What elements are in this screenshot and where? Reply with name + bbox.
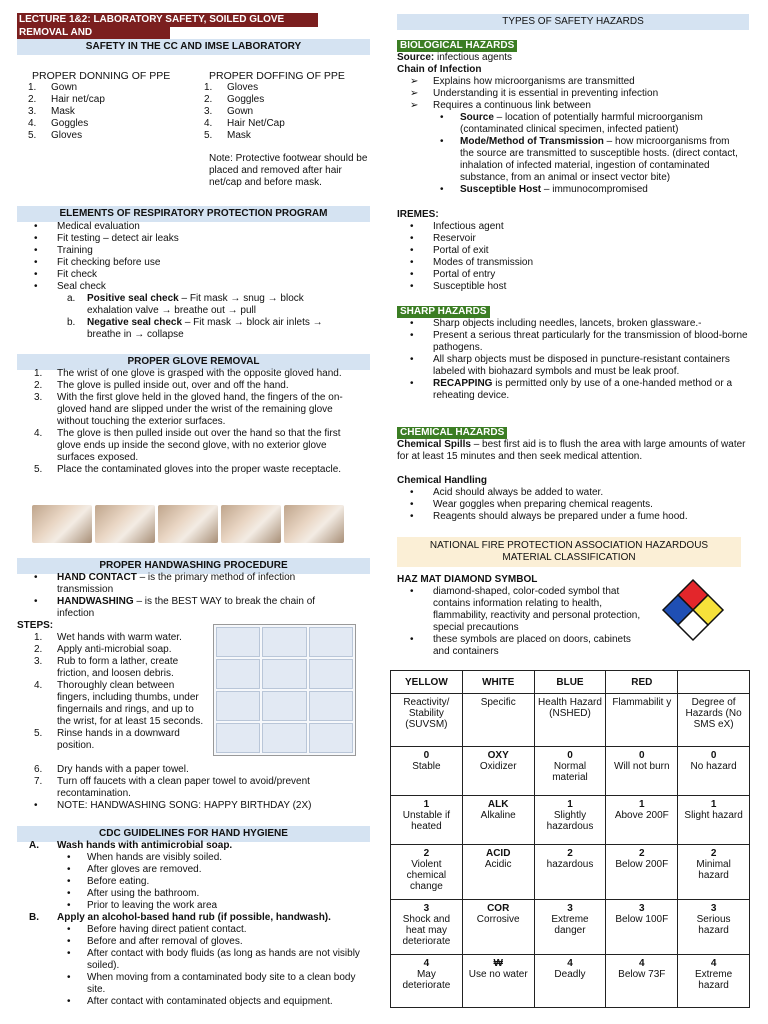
respiratory-item: • Fit checking before use <box>34 257 161 268</box>
table-cell: 0 No hazard <box>678 747 750 796</box>
sharp-item: • Present a serious threat particularly for the transmission of blood-borne pathogens. <box>410 330 748 353</box>
table-cell: 2 Minimal hazard <box>678 845 750 900</box>
list-marker: • <box>410 233 414 244</box>
list-marker: • <box>67 876 71 887</box>
cdc-b-item: • Before and after removal of gloves. <box>67 936 243 947</box>
table-cell: 4 Extreme hazard <box>678 955 750 1008</box>
bio-tag: BIOLOGICAL HAZARDS <box>397 40 517 52</box>
list-marker: • <box>34 233 38 244</box>
doffing-item: 4. Hair Net/Cap <box>204 118 285 129</box>
cdc-b-list <box>17 924 362 1008</box>
song-note-list <box>17 800 362 812</box>
table-cell: OXY Oxidizer <box>462 747 534 796</box>
table-cell: 1 Slight hazard <box>678 796 750 845</box>
list-marker: 6. <box>34 764 43 775</box>
respiratory-list <box>17 221 362 293</box>
table-header-cell: YELLOW <box>391 671 463 694</box>
table-cell: 3 Shock and heat may deteriorate <box>391 900 463 955</box>
chem-item: • Wear goggles when preparing chemical reagents. <box>410 499 653 510</box>
list-marker: b. <box>67 317 76 328</box>
chain-item: ➢ Understanding it is essential in preventing infection <box>410 88 659 99</box>
list-marker: • <box>67 972 71 983</box>
table-row <box>391 900 750 955</box>
glove-removal-photos <box>32 505 344 543</box>
nfpa-table <box>390 670 750 1008</box>
glove-photo-4 <box>221 505 281 543</box>
list-marker: 3. <box>34 392 43 403</box>
song-note: • NOTE: HANDWASHING SONG: HAPPY BIRTHDAY (2X) <box>34 800 312 811</box>
table-cell: Health Hazard (NSHED) <box>534 694 606 747</box>
table-row <box>391 694 750 747</box>
doffing-item: 3. Gown <box>204 106 254 117</box>
list-marker: ➢ <box>410 88 419 99</box>
handwashing-step: 2. Apply anti-microbial soap. <box>34 644 172 655</box>
table-cell: 4 Below 73F <box>606 955 678 1008</box>
table-cell: Reactivity/ Stability (SUVSM) <box>391 694 463 747</box>
chem-spill: Chemical Spills – best first aid is to flush the area with large amounts of water for at least 15 minutes and then seek medical attention. <box>397 439 746 462</box>
respiratory-header: ELEMENTS OF RESPIRATORY PROTECTION PROGRAM <box>17 206 370 222</box>
table-cell: 4 May deteriorate <box>391 955 463 1008</box>
respiratory-item: • Medical evaluation <box>34 221 140 232</box>
chem-item: • Acid should always be added to water. <box>410 487 604 498</box>
table-cell: COR Corrosive <box>462 900 534 955</box>
handwashing-step: 6. Dry hands with a paper towel. <box>34 764 189 775</box>
hazmat-item: • diamond-shaped, color-coded symbol that contains information relating to health, flammability, reactivity and personal protection, special precautions <box>410 586 641 633</box>
list-marker: 4. <box>34 428 43 439</box>
seal-check-item: a. Positive seal check – Fit mask → snug → block exhalation valve → breathe out → pull <box>67 293 304 316</box>
table-row <box>391 796 750 845</box>
table-header-cell: RED <box>606 671 678 694</box>
glove-step: 1. The wrist of one glove is grasped with the opposite gloved hand. <box>34 368 342 379</box>
cdc-header: CDC GUIDELINES FOR HAND HYGIENE <box>17 826 370 842</box>
list-marker: 5. <box>204 130 213 141</box>
handwashing-diagram <box>213 624 356 756</box>
table-header-cell <box>678 671 750 694</box>
list-marker: 4. <box>34 680 43 691</box>
lecture-title-line1: LECTURE 1&2: LABORATORY SAFETY, SOILED GLOVE <box>17 13 318 27</box>
list-marker: • <box>34 257 38 268</box>
list-marker: • <box>67 948 71 959</box>
handwashing-step: 3. Rub to form a lather, create friction, and loosen debris. <box>34 656 179 679</box>
iremes-item: • Reservoir <box>410 233 476 244</box>
list-marker: 3. <box>28 106 37 117</box>
chain-list <box>393 76 738 112</box>
list-marker: ➢ <box>410 100 419 111</box>
chain-sub-item: • Mode/Method of Transmission – how microorganisms from the source are transmitted to susceptible hosts. (direct contact, inhalation of infected material, ingestion of contaminated substance, from an animal or insect vector bite) <box>440 136 738 183</box>
chain-label: Chain of Infection <box>397 64 482 75</box>
glove-photo-1 <box>32 505 92 543</box>
doffing-item: 1. Gloves <box>204 82 259 93</box>
chain-sub-item: • Susceptible Host – immunocompromised <box>440 184 648 195</box>
table-cell: 2 Violent chemical change <box>391 845 463 900</box>
donning-item: 1. Gown <box>28 82 78 93</box>
table-cell: 3 Extreme danger <box>534 900 606 955</box>
handwashing-bullets <box>17 572 347 620</box>
list-marker: • <box>440 184 444 195</box>
glove-step: 3. With the first glove held in the gloved hand, the fingers of the on-gloved hand are slipped under the wrist of the remaining glove without touching the exterior surfaces. <box>34 392 343 427</box>
glove-step: 4. The glove is then pulled inside out over the hand so that the first glove ends up inside the second glove, with no exterior glove surfaces exposed. <box>34 428 341 463</box>
list-marker: • <box>410 586 414 597</box>
safety-header: SAFETY IN THE CC AND IMSE LABORATORY <box>17 39 370 55</box>
table-row <box>391 747 750 796</box>
nfpa-header: NATIONAL FIRE PROTECTION ASSOCIATION HAZARDOUS MATERIAL CLASSIFICATION <box>397 537 741 567</box>
list-marker: • <box>440 136 444 147</box>
table-header-cell: BLUE <box>534 671 606 694</box>
cdc-a: A. Wash hands with antimicrobial soap. <box>29 840 233 851</box>
chain-item: ➢ Explains how microorganisms are transmitted <box>410 76 635 87</box>
list-marker: • <box>410 269 414 280</box>
list-marker: 2. <box>28 94 37 105</box>
chain-item: ➢ Requires a continuous link between <box>410 100 591 111</box>
list-marker: a. <box>67 293 76 304</box>
list-marker: • <box>410 245 414 256</box>
respiratory-item: • Training <box>34 245 93 256</box>
iremes-item: • Portal of exit <box>410 245 489 256</box>
table-cell: 1 Above 200F <box>606 796 678 845</box>
glove-removal-steps <box>17 368 362 476</box>
list-marker: 1. <box>34 632 43 643</box>
table-cell: 3 Serious hazard <box>678 900 750 955</box>
sharp-list <box>393 318 748 402</box>
table-header-row <box>391 671 750 694</box>
steps-label: STEPS: <box>17 620 54 631</box>
cdc-a-list <box>17 852 362 912</box>
cdc-b: B. Apply an alcohol-based hand rub (if possible, handwash). <box>29 912 331 923</box>
list-marker: 1. <box>28 82 37 93</box>
bio-source: Source: infectious agents <box>397 52 513 63</box>
list-marker: • <box>34 245 38 256</box>
chem-handling-label: Chemical Handling <box>397 475 488 486</box>
list-marker: 1. <box>34 368 43 379</box>
donning-list <box>11 82 202 142</box>
nfpa-diamond-icon <box>661 578 725 642</box>
list-marker: • <box>67 936 71 947</box>
donning-section <box>28 70 202 142</box>
handwashing-step: 7. Turn off faucets with a clean paper towel to avoid/prevent recontamination. <box>34 776 310 799</box>
handwashing-bullet: • HANDWASHING – is the BEST WAY to break the chain of infection <box>34 596 316 619</box>
list-marker: 5. <box>28 130 37 141</box>
table-cell: 0 Will not burn <box>606 747 678 796</box>
list-marker: • <box>410 487 414 498</box>
iremes-item: • Portal of entry <box>410 269 496 280</box>
table-header-cell: WHITE <box>462 671 534 694</box>
doffing-item: 5. Mask <box>204 130 251 141</box>
list-marker: 3. <box>34 656 43 667</box>
handwashing-header: PROPER HANDWASHING PROCEDURE <box>17 558 370 574</box>
donning-item: 2. Hair net/cap <box>28 94 105 105</box>
donning-item: 5. Gloves <box>28 130 83 141</box>
handwashing-step: 4. Thoroughly clean between fingers, including thumbs, under fingernails and rings, and up to the wrist, for at least 15 seconds. <box>34 680 204 727</box>
list-marker: • <box>34 572 38 583</box>
cdc-a-item: • After gloves are removed. <box>67 864 202 875</box>
list-marker: • <box>67 996 71 1007</box>
hazmat-label: HAZ MAT DIAMOND SYMBOL <box>397 574 538 585</box>
glove-step: 2. The glove is pulled inside out, over and off the hand. <box>34 380 289 391</box>
list-marker: 2. <box>204 94 213 105</box>
seal-check-item: b. Negative seal check – Fit mask → block air inlets → breathe in → collapse <box>67 317 323 340</box>
list-marker: 4. <box>204 118 213 129</box>
list-marker: ➢ <box>410 76 419 87</box>
list-marker: • <box>67 900 71 911</box>
table-cell: 4 Deadly <box>534 955 606 1008</box>
doffing-title: PROPER DOFFING OF PPE <box>209 70 345 82</box>
list-marker: • <box>67 864 71 875</box>
list-marker: • <box>410 257 414 268</box>
cdc-a-item: • Prior to leaving the work area <box>67 900 218 911</box>
list-marker: • <box>67 888 71 899</box>
handwashing-steps <box>17 632 207 752</box>
doffing-section <box>204 70 369 189</box>
list-marker: • <box>410 378 414 389</box>
lecture-title-line2: REMOVAL AND <box>17 26 170 52</box>
table-row <box>391 955 750 1008</box>
table-cell: Flammabilit y <box>606 694 678 747</box>
sharp-item: • RECAPPING is permitted only by use of a one-handed method or a reheating device. <box>410 378 733 401</box>
handwashing-steps-cont <box>17 764 362 800</box>
list-marker: 4. <box>28 118 37 129</box>
table-cell: 3 Below 100F <box>606 900 678 955</box>
list-marker: • <box>410 221 414 232</box>
sharp-tag: SHARP HAZARDS <box>397 306 490 318</box>
footwear-note: Note: Protective footwear should be placed and removed after hair net/cap and before mask. <box>209 153 368 188</box>
cdc-a-item: • When hands are visibly soiled. <box>67 852 223 863</box>
respiratory-item: • Fit testing – detect air leaks <box>34 233 179 244</box>
iremes-item: • Susceptible host <box>410 281 507 292</box>
cdc-b-item: • After contact with contaminated objects and equipment. <box>67 996 333 1007</box>
list-marker: • <box>410 354 414 365</box>
list-marker: 5. <box>34 464 43 475</box>
list-marker: • <box>410 634 414 645</box>
iremes-item: • Infectious agent <box>410 221 504 232</box>
glove-removal-header: PROPER GLOVE REMOVAL <box>17 354 370 370</box>
list-marker: • <box>67 924 71 935</box>
list-marker: 2. <box>34 644 43 655</box>
list-marker: • <box>410 511 414 522</box>
hazmat-item: • these symbols are placed on doors, cabinets and containers <box>410 634 631 657</box>
chem-list <box>393 487 748 523</box>
table-cell: 0 Stable <box>391 747 463 796</box>
handwashing-step: 5. Rinse hands in a downward position. <box>34 728 180 751</box>
list-marker: • <box>440 112 444 123</box>
table-row <box>391 845 750 900</box>
table-cell: 2 hazardous <box>534 845 606 900</box>
cdc-b-item: • Before having direct patient contact. <box>67 924 247 935</box>
doffing-item: 2. Goggles <box>204 94 265 105</box>
list-marker: • <box>34 269 38 280</box>
types-header: TYPES OF SAFETY HAZARDS <box>397 14 749 30</box>
sharp-item: • All sharp objects must be disposed in puncture-resistant containers labeled with biohazard symbols and must be leak proof. <box>410 354 730 377</box>
respiratory-item: • Seal check <box>34 281 106 292</box>
iremes-item: • Modes of transmission <box>410 257 534 268</box>
list-marker: • <box>34 221 38 232</box>
cdc-b-item: • When moving from a contaminated body site to a clean body site. <box>67 972 356 995</box>
cdc-b-item: • After contact with body fluids (as long as hands are not visibly soiled). <box>67 948 360 971</box>
table-cell: 1 Slightly hazardous <box>534 796 606 845</box>
list-marker: • <box>410 318 414 329</box>
table-cell: 2 Below 200F <box>606 845 678 900</box>
donning-title: PROPER DONNING OF PPE <box>32 70 171 82</box>
list-marker: 2. <box>34 380 43 391</box>
donning-item: 4. Goggles <box>28 118 89 129</box>
table-cell: Degree of Hazards (No SMS eX) <box>678 694 750 747</box>
glove-step: 5. Place the contaminated gloves into the proper waste receptacle. <box>34 464 342 475</box>
list-marker: 3. <box>204 106 213 117</box>
hazmat-list <box>393 586 648 658</box>
donning-item: 3. Mask <box>28 106 75 117</box>
list-marker: • <box>34 281 38 292</box>
respiratory-item: • Fit check <box>34 269 98 280</box>
chain-sub-list <box>390 112 745 196</box>
list-marker: • <box>34 596 38 607</box>
cdc-a-item: • After using the bathroom. <box>67 888 200 899</box>
chem-tag: CHEMICAL HAZARDS <box>397 427 507 439</box>
list-marker: 1. <box>204 82 213 93</box>
list-marker: • <box>410 281 414 292</box>
list-marker: 5. <box>34 728 43 739</box>
table-cell: Specific <box>462 694 534 747</box>
iremes-list <box>393 221 738 293</box>
glove-photo-5 <box>284 505 344 543</box>
cdc-a-item: • Before eating. <box>67 876 150 887</box>
list-marker: • <box>410 330 414 341</box>
glove-photo-3 <box>158 505 218 543</box>
table-cell: ACID Acidic <box>462 845 534 900</box>
list-marker: • <box>410 499 414 510</box>
sharp-item: • Sharp objects including needles, lancets, broken glassware.- <box>410 318 702 329</box>
handwashing-bullet: • HAND CONTACT – is the primary method of infection transmission <box>34 572 296 595</box>
seal-check-list <box>17 293 347 341</box>
chem-item: • Reagents should always be prepared under a fume hood. <box>410 511 688 522</box>
list-marker: • <box>67 852 71 863</box>
glove-photo-2 <box>95 505 155 543</box>
doffing-list <box>187 82 369 142</box>
iremes-label: IREMES: <box>397 209 439 220</box>
list-marker: 7. <box>34 776 43 787</box>
chain-sub-item: • Source – location of potentially harmful microorganism (contaminated clinical specimen, infected patient) <box>440 112 703 135</box>
table-cell: 1 Unstable if heated <box>391 796 463 845</box>
table-cell: ₩ Use no water <box>462 955 534 1008</box>
handwashing-step: 1. Wet hands with warm water. <box>34 632 182 643</box>
table-cell: 0 Normal material <box>534 747 606 796</box>
table-cell: ALK Alkaline <box>462 796 534 845</box>
